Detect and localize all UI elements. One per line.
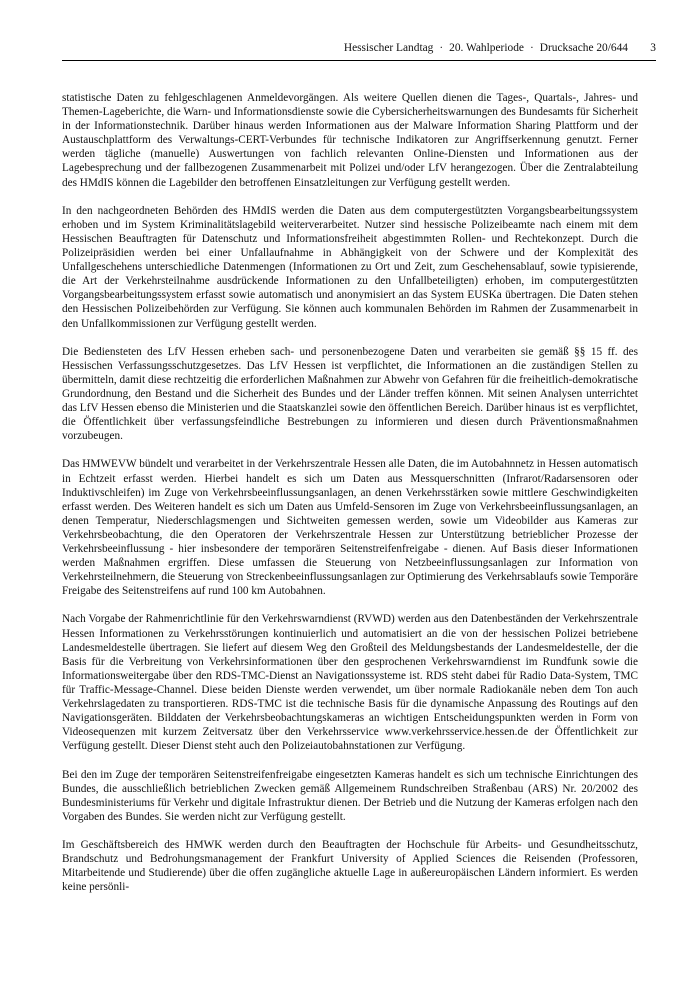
page-number: 3 <box>650 42 656 54</box>
paragraph: Das HMWEVW bündelt und verarbeitet in der Verkehrszentrale Hessen alle Daten, die im Autobahnnetz in Hessen automatisch in Echtzeit erfasst werden. Hierbei handelt es sich um Daten aus Messquerschnitten (Infrarot/Radarsensoren oder Induktivschleifen) im Zuge von Verkehrsbeeinflussungsanlagen, an denen Verkehrsstärken sowie mittlere Geschwindigkeiten erfasst werden. Des Weiteren handelt es sich um Daten aus Umfeld-Sensoren im Zuge von Verkehrsbeeinflussungsanlagen, an denen Temperatur, Niederschlagsmengen und Sichtweiten gemessen werden, sowie um Videobilder aus Kameras zur Verkehrsbeobachtung, die den Operatoren der Verkehrszentrale Hessen zur Unterstützung betrieblicher Prozesse der Verkehrsbeeinflussung - hier insbesondere der temporären Seitenstreifenfreigabe - dienen. Auf Basis dieser Informationen werden Maßnahmen ergriffen. Diese umfassen die Steuerung von Netzbeeinflussungsanlagen zur Information von Verkehrsteilnehmern, die Steuerung von Streckenbeeinflussungsanlagen zur Optimierung des Verkehrsablaufs sowie Temporäre Freigabe des Seitenstreifens auf rund 100 km Autobahnen. <box>62 458 638 598</box>
header-period: 20. Wahlperiode <box>449 42 524 54</box>
header-parliament: Hessischer Landtag <box>343 42 434 54</box>
paragraph: statistische Daten zu fehlgeschlagenen Anmeldevorgängen. Als weitere Quellen dienen die Tages-, Quartals-, Jahres- und Themen-Lageberichte, die Warn- und Informationsdienste sowie die Cybersicherheitswarnungen des Bundesamts für Sicherheit in der Informationstechnik. Darüber hinaus werden Informationen aus der Malware Information Sharing Plattform und der Austauschplattform des Verwaltungs-CERT-Verbundes für technische Indikatoren zur Angriffserkennung genutzt. Ferner werden tägliche (manuelle) Auswertungen von fachlich relevanten Online-Diensten und Informationen aus der Lagebesprechung und der fallbezogenen Zusammenarbeit mit Polizei und/oder LfV herangezogen. Über die Zentralabteilung des HMdIS können die Lagebilder den betroffenen Einsatzleitungen zur Verfügung gestellt werden. <box>62 92 638 189</box>
header-separator: · <box>529 42 534 54</box>
header-meta <box>344 41 628 55</box>
header-document-number: Drucksache 20/644 <box>539 42 628 54</box>
page-header <box>62 41 656 63</box>
header-separator: · <box>439 42 444 54</box>
header-rule <box>62 60 656 61</box>
paragraph: Die Bediensteten des LfV Hessen erheben sach- und personenbezogene Daten und verarbeiten sie gemäß §§ 15 ff. des Hessischen Verfassungsschutzgesetzes. Das LfV Hessen ist verpflichtet, die Informationen an die zuständigen Stellen zu übermitteln, damit diese rechtzeitig die erforderlichen Maßnahmen zur Abwehr von Gefahren für die freiheitlich-demokratische Grundordnung, den Bestand und die Sicherheit des Bundes und der Länder treffen können. Mit seinen Analysen unterrichtet das LfV Hessen ebenso die Ministerien und die Staatskanzlei sowie den öffentlichen Bereich. Darüber hinaus ist es verpflichtet, die Öffentlichkeit über verfassungsfeindliche Bestrebungen zu informieren und diesen durch Präventionsmaßnahmen vorzubeugen. <box>62 345 638 443</box>
paragraph: Nach Vorgabe der Rahmenrichtlinie für den Verkehrswarndienst (RVWD) werden aus den Datenbeständen der Verkehrszentrale Hessen Informationen zu Verkehrsstörungen kontinuierlich und automatisiert an die von der hessischen Polizei betriebene Landesmeldestelle übertragen. Sie liefert auf diesem Weg den Großteil des Meldungsbestands der Landesmeldestelle, der die Basis für die Verbreitung von Verkehrsinformationen über den gesprochenen Verkehrswarndienst im Rundfunk sowie die Informationsweitergabe über den RDS-TMC-Dienst an Navigationssysteme ist. RDS steht dabei für Radio Data-System, TMC für Traffic-Message-Channel. Diese beiden Dienste werden verwendet, um über normale Radiokanäle neben dem Ton auch Verkehrslagedaten zu transportieren. RDS-TMC ist die technische Basis für die dynamische Anpassung des Routings auf den Navigationsgeräten. Bilddaten der Verkehrsbeobachtungskameras an wichtigen Entscheidungspunkten werden in Form von Videosequenzen mit kurzem Zeitversatz über den Verkehrsservice www.verkehrsservice.hessen.de der Öffentlichkeit zur Verfügung gestellt. Dieser Dienst steht auch den Polizeiautobahnstationen zur Verfügung. <box>62 613 638 753</box>
paragraph: In den nachgeordneten Behörden des HMdIS werden die Daten aus dem computergestützten Vorgangsbearbeitungssystem erhoben und im System Kriminalitätslagebild weiterverarbeitet. Nutzer sind hessische Polizeibeamte nach einem mit dem Hessischen Beauftragten für Datenschutz und Informationsfreiheit abgestimmten Rollen- und Rechtekonzept. Durch die Polizeipräsidien werden bei einer Unfallaufnahme in Abhängigkeit von der Schwere und der Komplexität des Unfallgeschehens unterschiedliche Datenmengen (Informationen zu Ort und Zeit, zum Geschehensablauf, sowie typisierende, die Art der Verkehrsteilnahme ausdrückende Informationen zu den Unfallbeteiligten) erhoben, im computergestützten Vorgangsbearbeitungssystem erfasst sowie automatisch und anonymisiert an das System EUSKa übertragen. Die Daten stehen den Hessischen Polizeibehörden zur Verfügung. Sie können auch kommunalen Behörden im Rahmen der Zusammenarbeit in den Unfallkommissionen zur Verfügung gestellt werden. <box>62 204 638 330</box>
paragraph: Im Geschäftsbereich des HMWK werden durch den Beauftragten der Hochschule für Arbeits- und Gesundheitsschutz, Brandschutz und Bedrohungsmanagement der Frankfurt University of Applied Sciences die Reisenden (Professoren, Mitarbeitende und Studierende) über die offen zugängliche aktuelle Lage in außereuropäischen Ländern informiert. Es werden keine persönli- <box>62 838 638 894</box>
body-text <box>62 91 638 908</box>
paragraph: Bei den im Zuge der temporären Seitenstreifenfreigabe eingesetzten Kameras handelt es sich um technische Einrichtungen des Bundes, die ausschließlich betrieblichen Zwecken gemäß Allgemeinem Rundschreiben Straßenbau (ARS) Nr. 20/2002 des Bundesministeriums für Verkehr und digitale Infrastruktur dienen. Der Betrieb und die Nutzung der Kameras erfolgen nach den Vorgaben des Bundes. Sie werden nicht zur Verfügung gestellt. <box>62 768 638 823</box>
